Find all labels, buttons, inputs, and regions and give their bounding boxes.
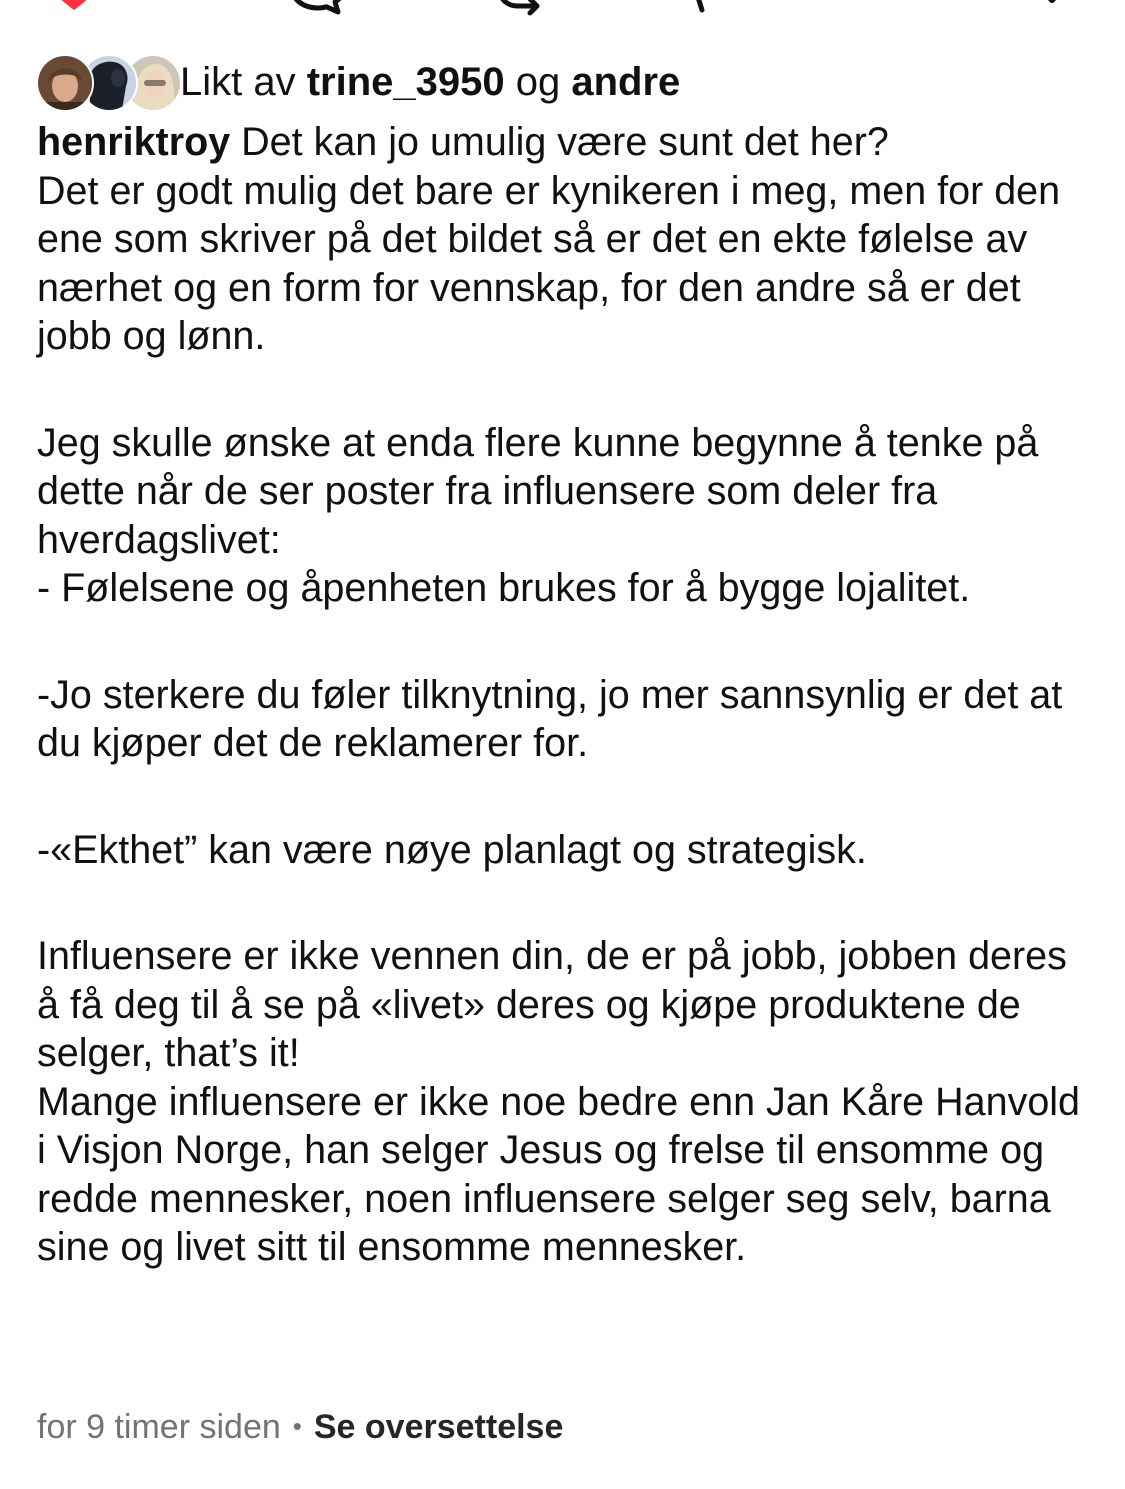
send-icon[interactable] [672, 0, 722, 21]
post-timestamp: for 9 timer siden [37, 1408, 281, 1446]
paragraph-gap [37, 613, 1097, 671]
caption-paragraph: -«Ekthet” kan være nøye planlagt og strategisk. [37, 827, 867, 872]
repost-icon[interactable] [492, 0, 552, 21]
paragraph-gap [37, 361, 1097, 419]
liked-by-joiner: og [504, 59, 572, 104]
paragraph-gap [37, 768, 1097, 826]
caption-text: Det kan jo umulig være sunt det her? Det er godt mulig det bare er kynikeren i meg, men for den ene som skriver på det bildet så er det en ekte følelse av nærhet og en form for vennskap, for den andre så er det jobb og lønn. [37, 120, 1061, 358]
liker-username[interactable]: trine_3950 [306, 59, 505, 104]
liked-by-others[interactable]: andre [571, 59, 681, 104]
comment-icon[interactable] [288, 0, 348, 21]
post-action-bar [0, 0, 1125, 16]
liked-by-row[interactable] [36, 54, 680, 110]
bookmark-icon[interactable] [1024, 0, 1084, 21]
caption-paragraph [37, 118, 1097, 361]
liker-avatars[interactable] [36, 54, 170, 110]
post-caption [37, 118, 1097, 1272]
heart-icon[interactable] [48, 0, 100, 17]
caption-paragraph: -Jo sterkere du føler tilknytning, jo mer sannsynlig er det at du kjøper det de reklamerer for. [37, 672, 1074, 765]
author-username[interactable]: henriktroy [37, 120, 231, 164]
see-translation-link[interactable]: Se oversettelse [313, 1408, 564, 1446]
caption-paragraph: Jeg skulle ønske at enda flere kunne begynne å tenke på dette når de ser poster fra influensere som deler fra hverdagslivet: - Følelsene og åpenheten brukes for å bygge lojalitet. [37, 420, 1039, 610]
liked-by-text [180, 60, 680, 105]
meta-separator: • [292, 1411, 302, 1441]
paragraph-gap [37, 874, 1097, 932]
post-meta [37, 1402, 563, 1451]
caption-paragraph: Influensere er ikke vennen din, de er på jobb, jobben deres å få deg til å se på «livet» deres og kjøpe produktene de selger, that’s it! Mange influensere er ikke noe bedre enn Jan Kåre Hanvold i Visjon Norge, han selger Jesus og frelse til ensomme og redde mennesker, noen influensere selger seg selv, barna sine og livet sitt til ensomme mennesker. [37, 934, 1081, 1269]
liked-by-prefix: Likt av [180, 59, 307, 104]
avatar [36, 54, 94, 112]
